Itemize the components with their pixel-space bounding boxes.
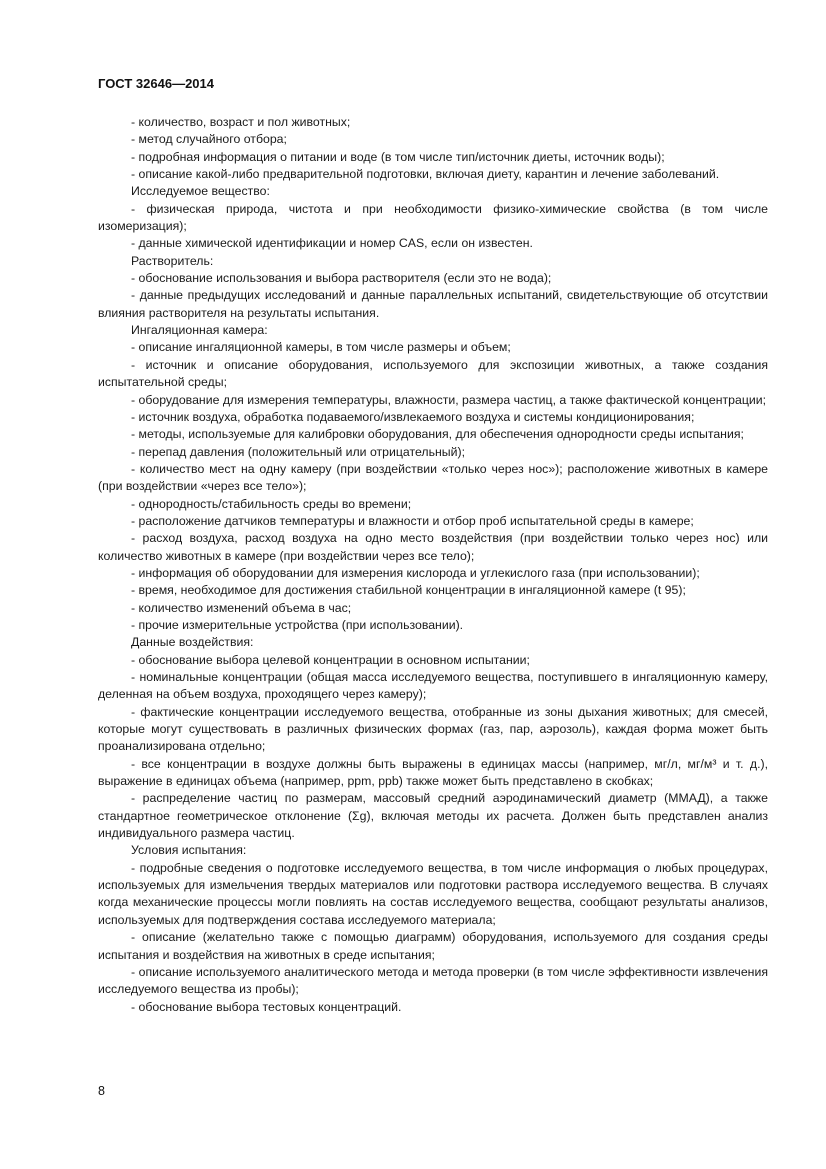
- paragraph: - данные предыдущих исследований и данные параллельных испытаний, свидетельствующие об отсутствии влияния растворителя на результаты испытания.: [98, 288, 768, 320]
- paragraph: - описание используемого аналитического метода и метода проверки (в том числе эффективности извлечения исследуемого вещества из пробы);: [98, 964, 768, 997]
- paragraph: - расположение датчиков температуры и влажности и отбор проб испытательной среды в камере;: [131, 513, 694, 528]
- paragraph: - источник и описание оборудования, используемого для экспозиции животных, а также создания испытательной среды;: [98, 357, 768, 390]
- paragraph: - оборудование для измерения температуры, влажности, размера частиц, а также фактической концентрации;: [131, 392, 767, 407]
- paragraph: - обоснование выбора тестовых концентраций.: [131, 999, 402, 1014]
- paragraph: - обоснование использования и выбора растворителя (если это не вода);: [131, 271, 552, 286]
- paragraph: - физическая природа, чистота и при необходимости физико-химические свойства (в том числе изомеризация);: [98, 201, 768, 234]
- paragraph: - количество изменений объема в час;: [131, 600, 352, 615]
- paragraph: - номинальные концентрации (общая масса исследуемого вещества, поступившего в ингаляционную камеру, деленная на объем воздуха, проходящего через камеру);: [98, 670, 768, 702]
- paragraph: - однородность/стабильность среды во времени;: [131, 496, 412, 511]
- document-header: ГОСТ 32646—2014: [98, 76, 214, 91]
- paragraph: - описание какой-либо предварительной подготовки, включая диету, карантин и лечение заболеваний.: [131, 167, 720, 182]
- paragraph: - расход воздуха, расход воздуха на одно место воздействия (при воздействии только через нос) или количество животных в камере (при воздействии через все тело);: [98, 531, 768, 563]
- paragraph: - перепад давления (положительный или отрицательный);: [131, 444, 466, 459]
- paragraph: Данные воздействия:: [131, 635, 254, 650]
- paragraph: - источник воздуха, обработка подаваемого/извлекаемого воздуха и системы кондиционирования;: [131, 409, 695, 424]
- paragraph: Исследуемое вещество:: [131, 184, 270, 199]
- document-body: [98, 114, 768, 1016]
- paragraph: - количество мест на одну камеру (при воздействии «только через нос»); расположение животных в камере (при воздействии «через все тело»);: [98, 461, 768, 494]
- paragraph: - все концентрации в воздухе должны быть выражены в единицах массы (например, мг/л, мг/м³ и т. д.), выражение в единицах объема (например, ppm, ppb) также может быть представлено в скобках;: [98, 756, 768, 789]
- paragraph: Растворитель:: [131, 253, 214, 268]
- paragraph: Условия испытания:: [131, 843, 247, 858]
- page-number: 8: [98, 1084, 105, 1098]
- paragraph: - прочие измерительные устройства (при использовании).: [131, 617, 464, 632]
- paragraph: - метод случайного отбора;: [131, 132, 287, 147]
- paragraph: - время, необходимое для достижения стабильной концентрации в ингаляционной камере (t 95);: [131, 583, 686, 598]
- paragraph: - подробные сведения о подготовке исследуемого вещества, в том числе информация о любых процедурах, используемых для измельчения твердых материалов или подготовки раствора исследуемого вещества. В случаях когда механические процессы могли повлиять на состав исследуемого вещества, сообщают результаты анализов, используемых для подтверждения состава исследуемого материала;: [98, 860, 768, 927]
- paragraph: - обоснование выбора целевой концентрации в основном испытании;: [131, 652, 530, 667]
- paragraph: - описание (желательно также с помощью диаграмм) оборудования, используемого для создания среды испытания и воздействия на животных в среде испытания;: [98, 930, 768, 962]
- paragraph: - распределение частиц по размерам, массовый средний аэродинамический диаметр (ММАД), а также стандартное геометрическое отклонение (Σg), включая методы их расчета. Должен быть представлен анализ индивидуального размера частиц.: [98, 791, 768, 841]
- paragraph: - описание ингаляционной камеры, в том числе размеры и объем;: [131, 340, 511, 355]
- paragraph: - фактические концентрации исследуемого вещества, отобранные из зоны дыхания животных; для смесей, которые могут существовать в различных физических формах (газ, пар, аэрозоль), каждая форма может быть проанализирована отдельно;: [98, 704, 768, 754]
- paragraph: - количество, возраст и пол животных;: [131, 115, 351, 129]
- paragraph: Ингаляционная камера:: [131, 323, 268, 338]
- paragraph: - информация об оборудовании для измерения кислорода и углекислого газа (при использовании);: [131, 565, 700, 580]
- paragraph: - методы, используемые для калибровки оборудования, для обеспечения однородности среды испытания;: [131, 427, 744, 442]
- paragraph: - данные химической идентификации и номер CAS, если он известен.: [131, 236, 533, 251]
- paragraph: - подробная информация о питании и воде (в том числе тип/источник диеты, источник воды);: [131, 149, 665, 164]
